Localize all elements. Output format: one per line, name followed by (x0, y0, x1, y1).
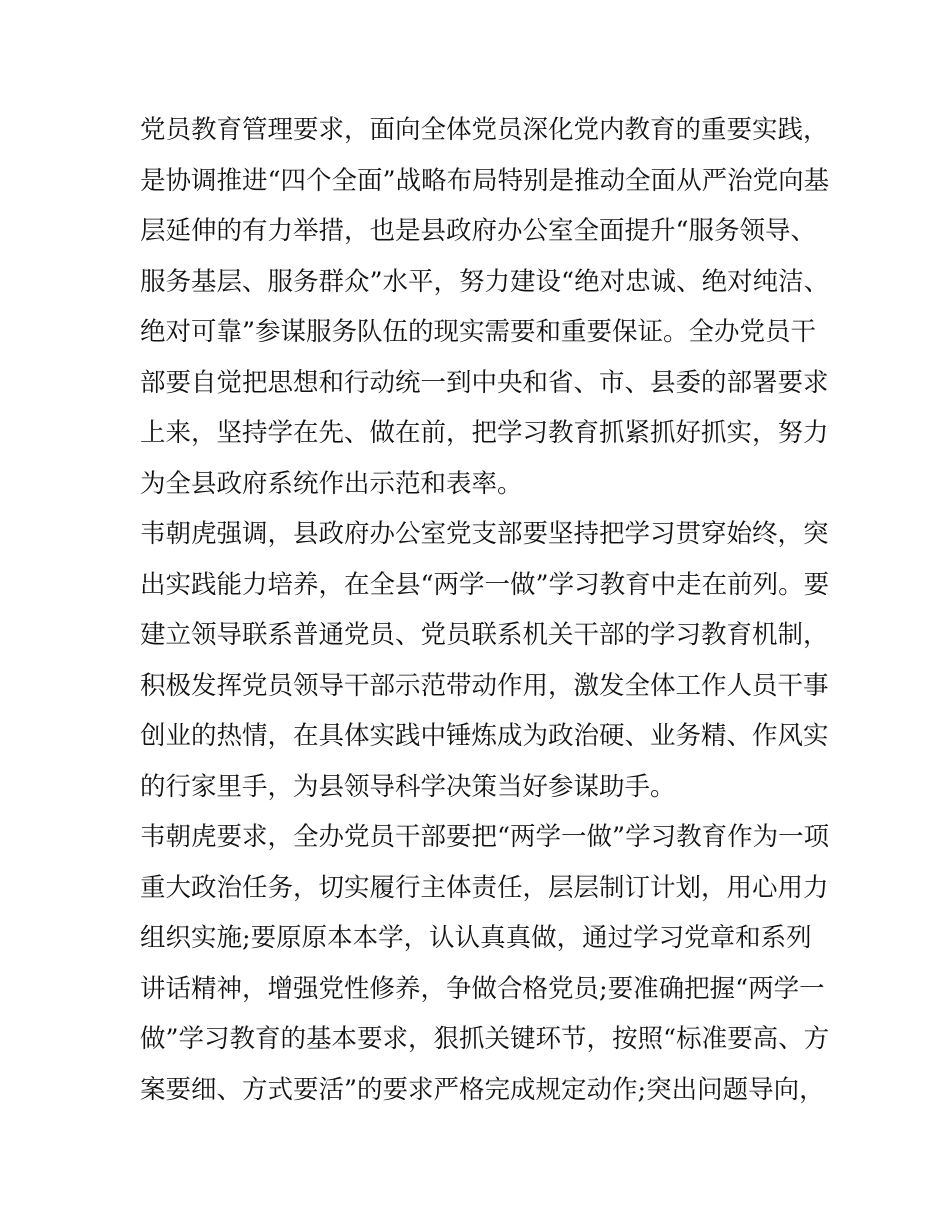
text-line: 韦朝虎要求，全办党员干部要把“两学一做”学习教育作为一项 (140, 822, 830, 852)
text-line: 创业的热情，在具体实践中锤炼成为政治硬、业务精、作风实 (140, 721, 829, 751)
text-line: 为全县政府系统作出示范和表率。 (140, 468, 523, 499)
text-line: 绝对可靠”参谋服务队伍的现实需要和重要保证。全办党员干 (140, 317, 817, 347)
text-line: 层延伸的有力举措，也是县政府办公室全面提升“服务领导、 (140, 216, 817, 246)
text-line: 建立领导联系普通党员、党员联系机关干部的学习教育机制， (140, 620, 829, 650)
text-line: 是协调推进“四个全面”战略布局特别是推动全面从严治党向基 (140, 165, 830, 196)
text-line: 重大政治任务，切实履行主体责任，层层制订计划，用心用力 (140, 872, 829, 903)
text-line: 出实践能力培养，在全县“两学一做”学习教育中走在前列。要 (140, 569, 830, 600)
text-line: 案要细、方式要活”的要求严格完成规定动作;突出问题导向， (140, 1074, 825, 1105)
text-line: 部要自觉把思想和行动统一到中央和省、市、县委的部署要求 (140, 367, 829, 398)
text-line: 积极发挥党员领导干部示范带动作用，激发全体工作人员干事 (140, 670, 829, 701)
text-line: 讲话精神，增强党性修养，争做合格党员;要准确把握“两学一 (140, 973, 825, 1004)
text-line: 的行家里手，为县领导科学决策当好参谋助手。 (140, 771, 676, 802)
body-text (140, 105, 830, 1115)
text-line: 服务基层、服务群众”水平，努力建设“绝对忠诚、绝对纯洁、 (140, 266, 830, 297)
text-line: 上来，坚持学在先、做在前，把学习教育抓紧抓好抓实，努力 (140, 418, 829, 448)
text-line: 党员教育管理要求，面向全体党员深化党内教育的重要实践， (140, 115, 829, 145)
text-line: 组织实施;要原原本本学，认认真真做，通过学习党章和系列 (140, 923, 812, 953)
text-line: 做”学习教育的基本要求，狠抓关键环节，按照“标准要高、方 (140, 1024, 830, 1054)
text-line: 韦朝虎强调，县政府办公室党支部要坚持把学习贯穿始终，突 (140, 519, 829, 549)
